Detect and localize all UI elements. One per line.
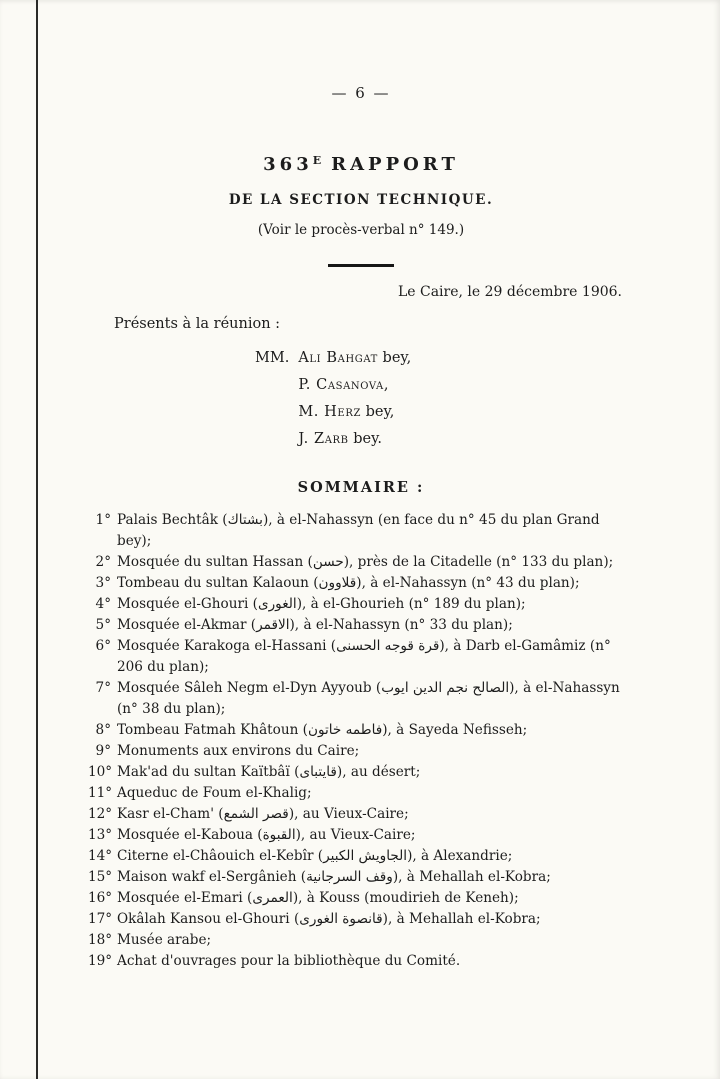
attendee-suffix: bey, [377, 350, 412, 366]
item-number: 16° [88, 890, 113, 906]
sommaire-item [88, 804, 634, 825]
sommaire-item [88, 678, 634, 720]
attendee-name: M. Herz [298, 404, 361, 420]
attendee-suffix: bey, [361, 404, 395, 420]
item-text: Monuments aux environs du Caire; [117, 743, 360, 759]
sommaire-title: SOMMAIRE : [297, 479, 425, 496]
item-number: 15° [88, 869, 113, 885]
item-text: Achat d'ouvrages pour la bibliothèque du Comité. [117, 953, 461, 969]
item-number: 4° [95, 596, 111, 612]
report-number: 363 [263, 154, 313, 175]
item-number: 12° [88, 806, 113, 822]
item-text: Mosquée Sâleh Negm el-Dyn Ayyoub (الصالح نجم الدين ايوب), à el-Nahassyn (n° 38 du plan); [117, 680, 620, 717]
page-number: — 6 — [331, 84, 391, 102]
sommaire-item [88, 720, 634, 741]
sommaire-item [88, 930, 634, 951]
item-text: Okâlah Kansou el-Ghouri (قانصوة الغورى), à Mehallah el-Kobra; [117, 911, 541, 927]
attendees-names [298, 345, 411, 453]
item-text: Musée arabe; [117, 932, 212, 948]
sommaire-list [88, 510, 634, 972]
report-title-word: RAPPORT [331, 154, 459, 175]
sommaire-item [88, 888, 634, 909]
item-text: Tombeau du sultan Kalaoun (قلاوون), à el-Nahassyn (n° 43 du plan); [117, 575, 580, 591]
item-text: Mosquée el-Ghouri (الغورى), à el-Ghourieh (n° 189 du plan); [117, 596, 526, 612]
item-number: 6° [95, 638, 111, 654]
item-text: Mosquée Karakoga el-Hassani (قرة قوجه الحسنى), à Darb el-Gamâmiz (n° 206 du plan); [117, 638, 611, 675]
section-divider [328, 264, 394, 267]
item-number: 8° [95, 722, 111, 738]
sommaire-item [88, 909, 634, 930]
attendee-suffix: bey. [348, 431, 382, 447]
item-number: 19° [88, 953, 113, 969]
attendee [298, 345, 411, 372]
item-number: 1° [95, 512, 111, 528]
sommaire-item [88, 846, 634, 867]
sommaire-item [88, 594, 634, 615]
sommaire-item [88, 762, 634, 783]
sommaire-item [88, 573, 634, 594]
item-text: Aqueduc de Foum el-Khalig; [117, 785, 312, 801]
item-text: Mosquée el-Kaboua (القبوة), au Vieux-Caire; [117, 827, 416, 843]
item-number: 17° [88, 911, 113, 927]
attendee-name: J. Zarb [298, 431, 349, 447]
sommaire-item [88, 636, 634, 678]
item-text: Mosquée el-Emari (العمرى), à Kouss (moudirieh de Keneh); [117, 890, 519, 906]
attendee-name: P. Casanova [298, 377, 384, 393]
item-number: 13° [88, 827, 113, 843]
dateline: Le Caire, le 29 décembre 1906. [397, 284, 622, 300]
attendee [298, 399, 411, 426]
sommaire-item [88, 825, 634, 846]
attendee-name: Ali Bahgat [298, 350, 378, 366]
item-number: 11° [88, 785, 113, 801]
item-text: Palais Bechtâk (بشتاك), à el-Nahassyn (en face du n° 45 du plan Grand bey); [117, 512, 600, 549]
sommaire-item [88, 783, 634, 804]
sommaire-item [88, 615, 634, 636]
item-number: 18° [88, 932, 113, 948]
sommaire-item [88, 552, 634, 573]
attendee [298, 426, 411, 453]
item-text: Mosquée du sultan Hassan (حسن), près de la Citadelle (n° 133 du plan); [117, 554, 614, 570]
item-number: 5° [95, 617, 111, 633]
item-text: Kasr el-Cham' (قصر الشمع), au Vieux-Caire; [117, 806, 409, 822]
item-text: Mosquée el-Akmar (الاقمر), à el-Nahassyn (n° 33 du plan); [117, 617, 513, 633]
item-text: Citerne el-Châouich el-Kebîr (الجاويش الكبير), à Alexandrie; [117, 848, 513, 864]
attendees-prefix: MM. [255, 350, 290, 366]
item-number: 2° [95, 554, 111, 570]
sommaire-item [88, 867, 634, 888]
item-text: Tombeau Fatmah Khâtoun (فاطمه خاتون), à Sayeda Nefisseh; [117, 722, 528, 738]
item-number: 7° [95, 680, 111, 696]
presents-label: Présents à la réunion : [114, 316, 281, 332]
item-text: Mak'ad du sultan Kaïtbâï (قايتباى), au désert; [117, 764, 421, 780]
attendee [298, 372, 411, 399]
sommaire-item [88, 741, 634, 762]
attendee-suffix: , [383, 377, 389, 393]
item-number: 10° [88, 764, 113, 780]
item-number: 3° [95, 575, 111, 591]
report-number-superscript: E [312, 154, 322, 167]
sommaire-item [88, 510, 634, 552]
item-number: 14° [88, 848, 113, 864]
attendees-block [255, 345, 634, 453]
report-title [88, 154, 634, 175]
report-subtitle: DE LA SECTION TECHNIQUE. [228, 192, 494, 208]
report-note: (Voir le procès-verbal n° 149.) [257, 222, 465, 238]
item-number: 9° [95, 743, 111, 759]
sommaire-item [88, 951, 634, 972]
item-text: Maison wakf el-Sergânieh (وقف السرجانية), à Mehallah el-Kobra; [117, 869, 551, 885]
